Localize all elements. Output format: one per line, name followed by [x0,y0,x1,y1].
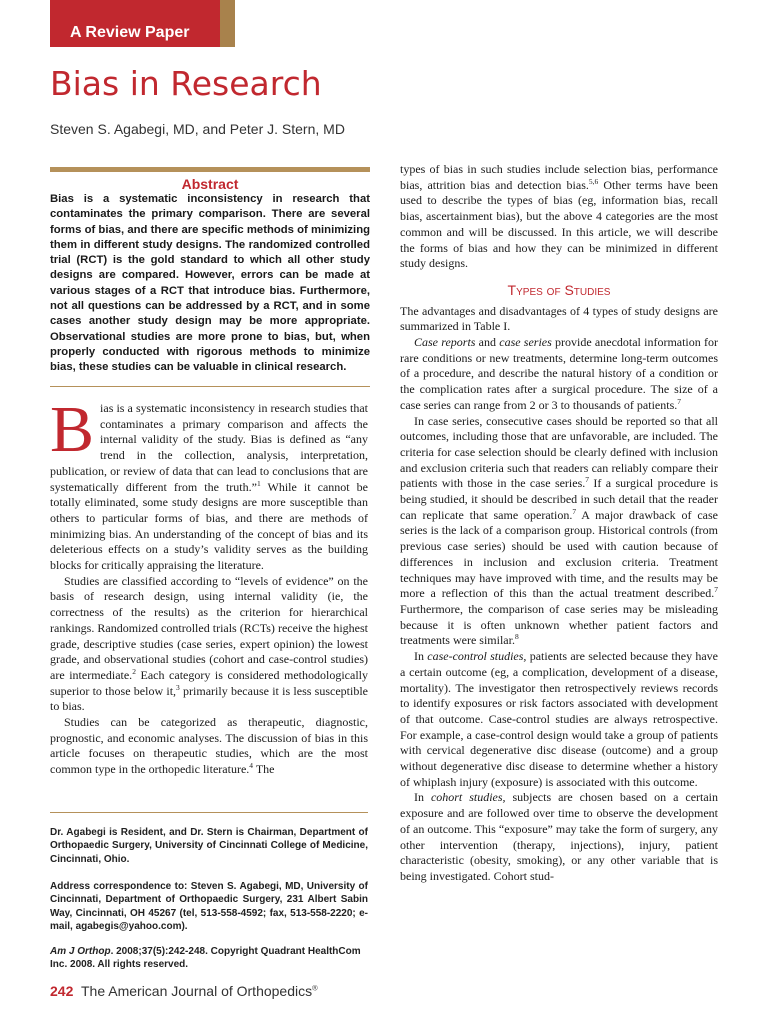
body-paragraph: In case series, consecutive cases should be reported so that all outcomes, including those that are unfavorable, are included. The criteria for case selection should be clearly defined with inclusion and exclusion criteria such that readers can reliably compare their patients with those in the case series.$^7$ If a surgical procedure is being studied, it should be described in such detail that the reader can replicate that same operation.$^7$ A major drawback of case series is the lack of a comparison group. Historical controls (from previous case series) should be used with caution because of differences in inclusion and exclusion criteria. Treatment techniques may have improved with time, and the results may be more a reflection of this than the actual treatment described.$^7$ Furthermore, the comparison of case series may be misleading because it is often unknown whether patient factors and treatments were similar.$^8$ [400,413,719,648]
article-title: Bias in Research [50,64,322,103]
body-paragraph: In case-control studies, patients are selected because they have a certain outcome (eg, a complication, development of a disease, mortality). The investigator then retrospectively reviews records to identify exposures or risk factors associated with development of that outcome. Case-control studies are always retrospective. For example, a case-control design would take a group of patients with cervical degenerative disc disease (outcome) and a group without degenerative disc disease to determine whether a history of whiplash injury (exposure) is associated with this outcome. [400,649,719,789]
right-column [400,162,718,885]
author-affiliation: Dr. Agabegi is Resident, and Dr. Stern is Chairman, Department of Orthopaedic Surgery, University of Cincinnati College of Medicine, Cincinnati, Ohio. [50,827,368,865]
article-authors: Steven S. Agabegi, MD, and Peter J. Stern, MD [50,121,345,137]
body-paragraph: In cohort studies, subjects are chosen based on a certain exposure and are followed over time to observe the development of an outcome. This “exposure” may take the form of surgery, any other intervention (therapy, injections), injury, patient characteristic (obesity, smoking), or any other variable that is being investigated. Cohort stud- [400,790,719,883]
abstract-heading: Abstract [181,176,239,192]
body-paragraph: Studies are classified according to “levels of evidence” on the basis of research design, using internal validity (ie, the correctness of the results) as the criterion for hierarchical rankings. Randomized controlled trials (RCTs) receive the highest grade, descriptive studies (case series, expert opinion) the lowest grade, and observational studies (cohort and case-control studies) are intermediate.$^2$ Each category is considered methodologically superior to those below it,$^3$ primarily because it is less susceptible to bias. [50,573,369,714]
journal-name: The American Journal of Orthopedics® [81,983,318,999]
body-paragraph: types of bias in such studies include selection bias, performance bias, attrition bias and detection bias.$^{5,6}$ Other terms have been used to describe the types of bias (eg, information bias, recall bias, ascertainment bias), but the above 4 categories are the most common and will be discussed. In this article, we will describe the forms of bias and how they can be minimized in different study designs. [400,162,718,271]
abstract-bottom-rule [50,386,370,387]
section-heading: Types of Studies [507,281,611,298]
abstract-body: Bias is a systematic inconsistency in research that contaminates the primary comparison. There are several forms of bias, and there are specific methods of minimizing them in different study designs. The randomized controlled trial (RCT) is the gold standard to which all other study designs are compared. However, errors can be made at various stages of a RCT that introduce bias. Furthermore, not all questions can be addressed by a RCT, and in some cases another study design may be more appropriate. Observational studies are more prone to bias, but, when properly conducted with rigorous methods to minimize bias, these studies can be valuable in clinical research. [50,193,370,374]
citation: Am J Orthop. 2008;37(5):242-248. Copyright Quadrant HealthCom Inc. 2008. All rights reserved. [50,946,361,971]
body-paragraph: The advantages and disadvantages of 4 types of study designs are summarized in Table I. [400,303,718,334]
footnote-rule [50,812,368,813]
drop-cap: B [50,393,95,466]
intro-paragraph: Bias is a systematic inconsistency in research studies that contaminates a primary comparison and affects the internal validity of the study. Bias is defined as “any trend in the collection, analysis, interpretation, publication, or review of data that can lead to conclusions that are systematically different from the truth.”$^1$ While it cannot be totally eliminated, some study designs are more susceptible than others to particular forms of bias, and there are methods of minimizing bias. An understanding of the concept of bias and its deleterious effects on a study’s validity serves as the building blocks for critically appraising the literature. [50,393,368,573]
banner-accent [220,0,235,47]
body-paragraph: Case reports and case series provide anecdotal information for rare conditions or new treatments, determine long-term outcomes of a procedure, and describe the natural history of a condition or the complication rates after a surgical procedure. The size of a case series can range from 2 or 3 to thousands of patients.$^7$ [400,335,718,412]
page-number: 242 [50,983,74,999]
body-paragraph: Studies can be categorized as therapeutic, diagnostic, prognostic, and economic analyses. The discussion of bias in this article focuses on therapeutic studies, which are the most common type in the orthopedic literature.$^4$ The [50,715,368,777]
left-column [50,393,369,778]
section-label: A Review Paper [70,24,190,41]
correspondence-address: Address correspondence to: Steven S. Agabegi, MD, University of Cincinnati, Department of Orthopaedic Surgery, 231 Albert Sabin Way, Cincinnati, OH 45267 (tel, 513-558-4592; fax, 513-558-2220; e-mail, agabegis@yahoo.com). [50,881,368,933]
abstract-top-rule [50,167,370,172]
